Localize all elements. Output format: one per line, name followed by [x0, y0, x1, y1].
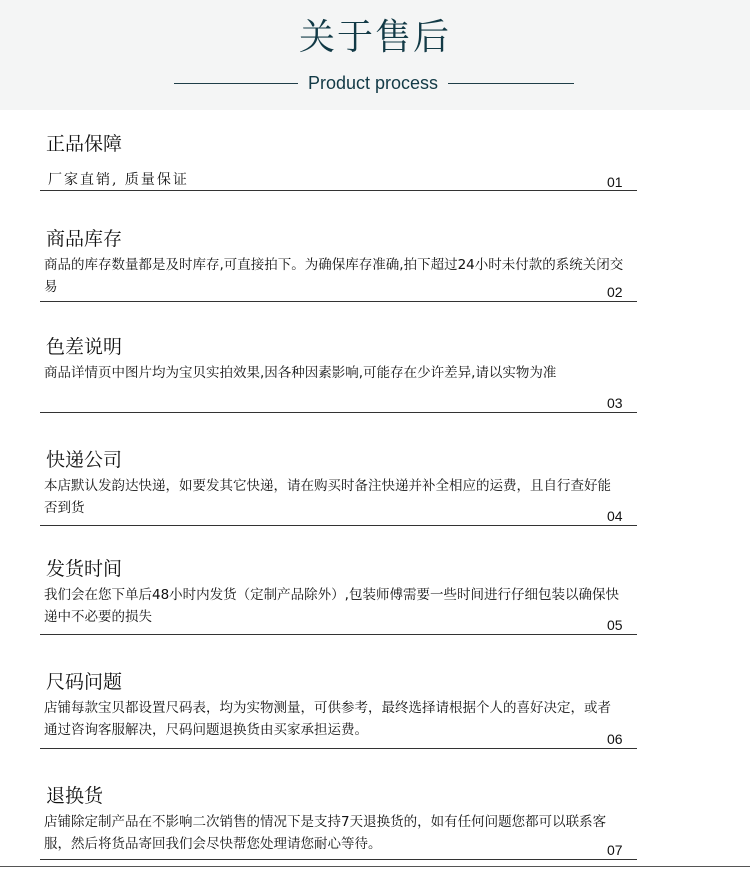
- section-number: 05: [607, 617, 623, 633]
- section-divider: [40, 859, 637, 860]
- section-text: 我们会在您下单后48小时内发货（定制产品除外）,包装师傅需要一些时间进行仔细包装以确保快递中不必要的损失: [44, 587, 619, 625]
- subtitle-rule-right: [448, 83, 574, 84]
- section-divider: [40, 748, 637, 749]
- section-divider: [40, 190, 637, 191]
- section-stock: [0, 226, 750, 304]
- section-text: 店铺除定制产品在不影响二次销售的情况下是支持7天退换货的，如有任何问题您都可以联系客服，然后将货品寄回我们会尽快帮您处理请您耐心等待。: [44, 814, 607, 852]
- section-divider: [40, 525, 637, 526]
- section-color-difference: [0, 334, 750, 416]
- section-text: 商品详情页中图片均为宝贝实拍效果,因各种因素影响,可能存在少许差异,请以实物为准: [44, 365, 557, 381]
- section-text: 厂家直销, 质量保证: [48, 172, 189, 188]
- section-number: 06: [607, 731, 623, 747]
- section-title: 正品保障: [46, 133, 123, 155]
- section-shipping-time: [0, 556, 750, 638]
- section-courier: [0, 447, 750, 529]
- section-title: 发货时间: [46, 558, 123, 580]
- section-title: 退换货: [46, 785, 104, 807]
- section-divider: [40, 412, 637, 413]
- section-title: 快递公司: [46, 449, 123, 471]
- section-number: 03: [607, 395, 623, 411]
- section-title: 色差说明: [46, 336, 123, 358]
- section-divider: [40, 634, 637, 635]
- section-authentic-guarantee: [0, 131, 750, 193]
- section-returns: [0, 783, 750, 863]
- subtitle-rule-left: [174, 83, 298, 84]
- section-text: 本店默认发韵达快递，如要发其它快递，请在购买时备注快递并补全相应的运费，且自行查好能否到货: [44, 478, 611, 516]
- section-text: 商品的库存数量都是及时库存,可直接拍下。为确保库存准确,拍下超过24小时未付款的系统关闭交易: [44, 257, 624, 295]
- section-title: 尺码问题: [46, 671, 123, 693]
- section-number: 02: [607, 284, 623, 300]
- section-number: 07: [607, 842, 623, 858]
- header-banner: [0, 0, 750, 110]
- section-number: 04: [607, 508, 623, 524]
- bottom-divider: [0, 866, 750, 867]
- section-size: [0, 669, 750, 751]
- section-title: 商品库存: [46, 228, 123, 250]
- section-number: 01: [607, 174, 623, 190]
- section-divider: [40, 301, 637, 302]
- page-title: 关于售后: [298, 17, 451, 58]
- section-text: 店铺每款宝贝都设置尺码表，均为实物测量，可供参考，最终选择请根据个人的喜好决定，或者通过咨询客服解决，尺码问题退换货由买家承担运费。: [44, 700, 611, 738]
- page-subtitle: Product process: [307, 73, 439, 93]
- subtitle-row: [0, 70, 750, 96]
